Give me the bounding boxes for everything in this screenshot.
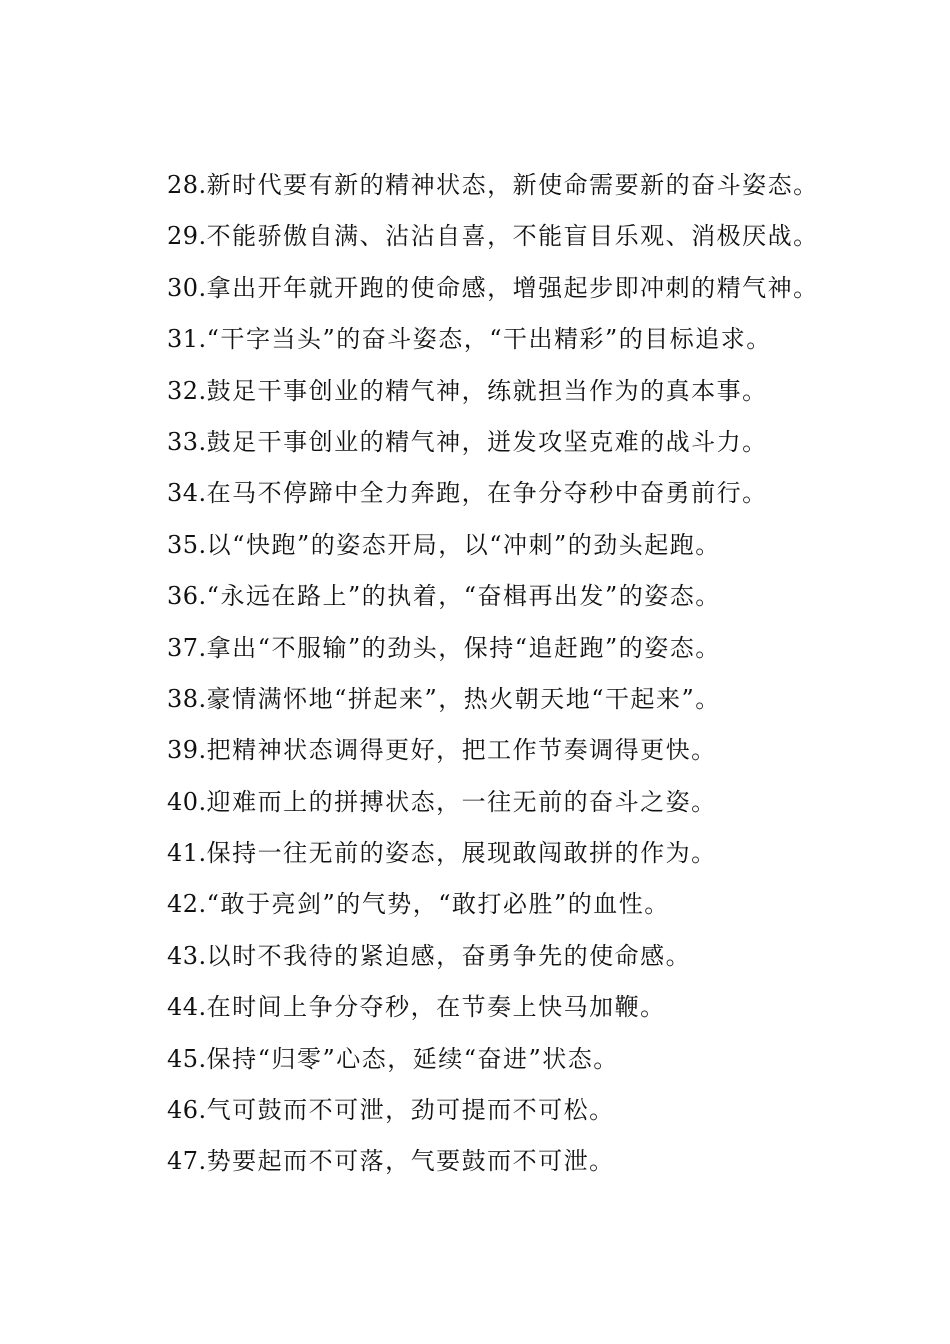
item-number: 47.: [167, 1147, 207, 1176]
item-number: 28.: [167, 171, 207, 199]
item-number: 43.: [167, 941, 207, 970]
item-number: 33.: [167, 427, 207, 456]
list-item: [167, 884, 927, 935]
item-text: 不能骄傲自满、沾沾自喜，不能盲目乐观、消极厌战。: [206, 222, 819, 251]
list-item: [167, 473, 927, 524]
item-number: 45.: [167, 1044, 207, 1073]
item-number: 32.: [167, 376, 207, 405]
item-text: “干字当头”的奋斗姿态，“干出精彩”的目标追求。: [206, 325, 772, 354]
item-text: 保持“归零”心态，延续“奋进”状态。: [206, 1044, 619, 1073]
item-number: 39.: [167, 736, 207, 765]
item-text: 气可鼓而不可泄，劲可提而不可松。: [206, 1096, 615, 1125]
item-text: “敢于亮剑”的气势，“敢打必胜”的血性。: [206, 890, 670, 919]
list-item: [167, 576, 927, 627]
item-number: 35.: [167, 530, 207, 559]
item-text: 以“快跑”的姿态开局，以“冲刺”的劲头起跑。: [206, 530, 721, 559]
list-item: [167, 165, 927, 216]
item-number: 40.: [167, 787, 207, 816]
list-item: [167, 679, 927, 730]
item-text: 拿出“不服输”的劲头，保持“追赶跑”的姿态。: [206, 633, 721, 662]
item-number: 38.: [167, 684, 207, 713]
item-number: 42.: [167, 890, 207, 919]
item-number: 29.: [167, 222, 207, 251]
list-item: [167, 319, 927, 370]
list-item: [167, 1141, 927, 1192]
list-item: [167, 525, 927, 576]
item-text: “永远在路上”的执着，“奋楫再出发”的姿态。: [206, 582, 721, 611]
list-item: [167, 216, 927, 267]
list-item: [167, 833, 927, 884]
list-item: [167, 628, 927, 679]
item-number: 41.: [167, 839, 207, 868]
list-item: [167, 782, 927, 833]
item-number: 30.: [167, 273, 207, 302]
item-number: 31.: [167, 325, 207, 354]
item-text: 在马不停蹄中全力奔跑，在争分夺秒中奋勇前行。: [206, 479, 768, 508]
list-item: [167, 1039, 927, 1090]
item-text: 豪情满怀地“拼起来”，热火朝天地“干起来”。: [206, 684, 721, 713]
list-item: [167, 371, 927, 422]
item-number: 36.: [167, 582, 207, 611]
item-text: 把精神状态调得更好，把工作节奏调得更快。: [206, 736, 717, 765]
item-number: 46.: [167, 1096, 207, 1125]
item-text: 鼓足干事创业的精气神，迸发攻坚克难的战斗力。: [206, 427, 768, 456]
item-text: 势要起而不可落，气要鼓而不可泄。: [206, 1147, 615, 1176]
item-text: 鼓足干事创业的精气神，练就担当作为的真本事。: [206, 376, 768, 405]
item-text: 拿出开年就开跑的使命感，增强起步即冲刺的精气神。: [206, 273, 819, 302]
item-text: 新时代要有新的精神状态，新使命需要新的奋斗姿态。: [206, 171, 819, 199]
phrase-list: [167, 165, 927, 1193]
item-text: 以时不我待的紧迫感，奋勇争先的使命感。: [206, 941, 692, 970]
list-item: [167, 422, 927, 473]
list-item: [167, 730, 927, 781]
item-number: 34.: [167, 479, 207, 508]
list-item: [167, 1090, 927, 1141]
list-item: [167, 936, 927, 987]
item-text: 在时间上争分夺秒，在节奏上快马加鞭。: [206, 993, 666, 1022]
item-number: 37.: [167, 633, 207, 662]
item-text: 迎难而上的拼搏状态，一往无前的奋斗之姿。: [206, 787, 717, 816]
item-number: 44.: [167, 993, 207, 1022]
item-text: 保持一往无前的姿态，展现敢闯敢拼的作为。: [206, 839, 717, 868]
list-item: [167, 268, 927, 319]
list-item: [167, 987, 927, 1038]
